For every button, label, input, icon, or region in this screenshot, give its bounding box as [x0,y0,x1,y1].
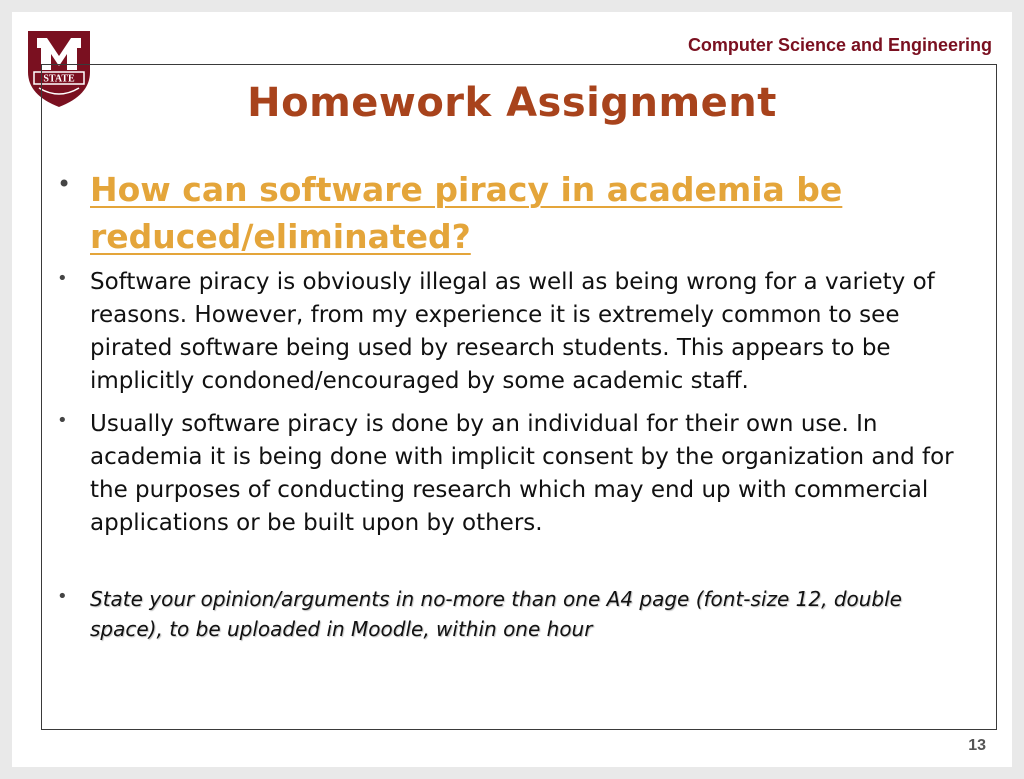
department-name: Computer Science and Engineering [687,35,992,55]
bullet-text: Software piracy is obviously illegal as well as being wrong for a variety of reasons. However, from my experience it is extremely common to see pirated software being used by research students. This appears to be implicitly condoned/encouraged by some academic staff. [90,269,935,394]
bullet-dot-icon: • [57,170,72,198]
bullet-dot-icon: • [57,586,68,607]
slide [12,12,1012,767]
instruction-bullet [57,584,967,644]
bullet-dot-icon: • [57,410,68,431]
bullet-dot-icon: • [57,268,68,289]
list-item [57,266,967,398]
slide-title: Homework Assignment [247,80,777,126]
instruction-text: State your opinion/arguments in no-more than one A4 page (font-size 12, double space), to be uploaded in Moodle, within one hour [90,587,902,641]
svg-text:STATE: STATE [43,73,75,85]
page-number: 13 [968,737,986,754]
bullet-text: Usually software piracy is done by an individual for their own use. In academia it is being done with implicit consent by the organization and for the purposes of conducting research which may end up with commercial applications or be built upon by others. [90,411,954,536]
slide-content [57,166,967,644]
list-item [57,408,967,540]
question-bullet [57,166,967,260]
question-text: How can software piracy in academia be reduced/eliminated? [90,170,843,256]
